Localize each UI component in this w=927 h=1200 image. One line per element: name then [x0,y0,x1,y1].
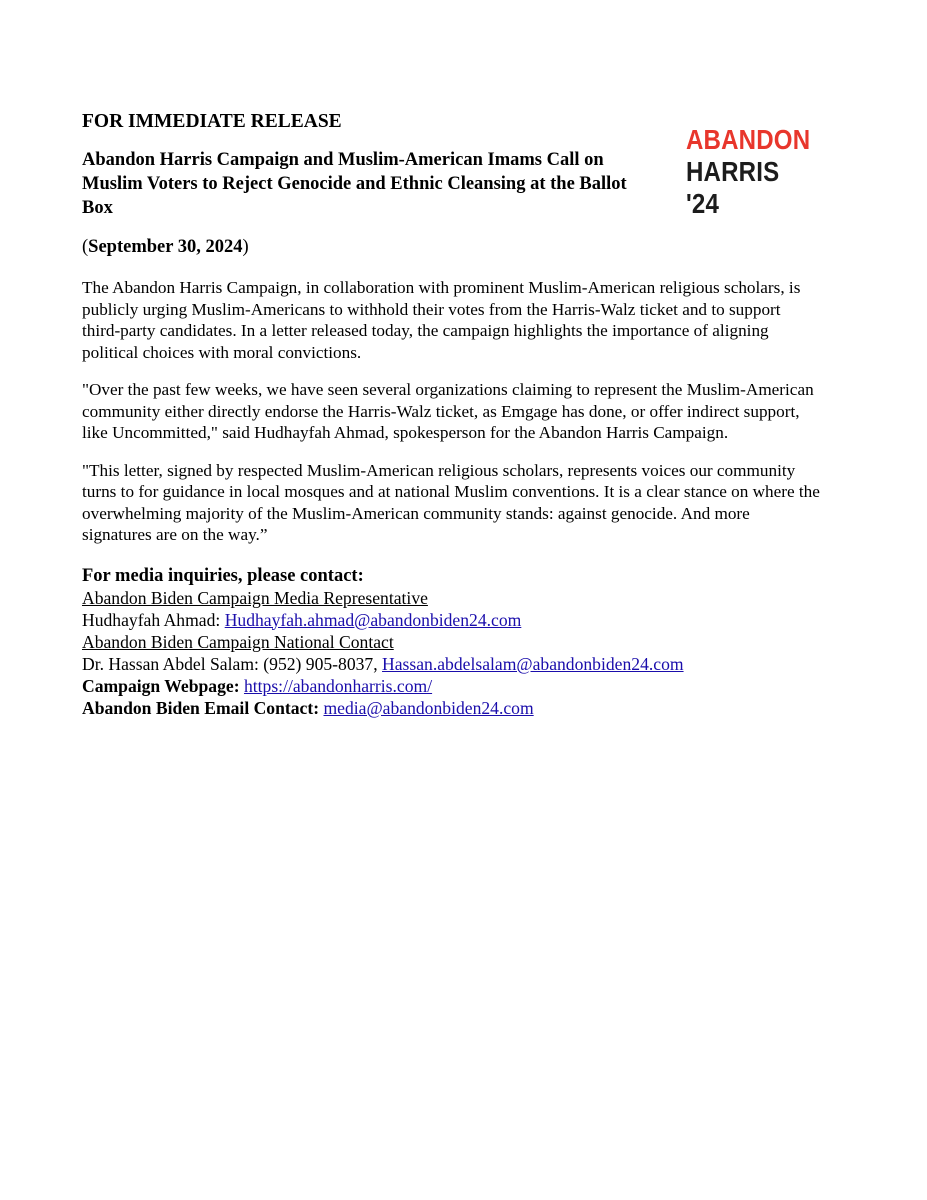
email-contact-link[interactable]: media@abandonbiden24.com [323,697,534,718]
media-contacts [82,565,822,719]
national-contact-title: Abandon Biden Campaign National Contact [82,631,394,652]
national-contact-line [82,653,822,675]
media-rep-line [82,609,822,631]
webpage-link[interactable]: https://abandonharris.com/ [243,675,433,696]
national-contact-name: Dr. Hassan Abdel Salam: (952) 905-8037, [82,653,383,674]
paragraph-quote-1: "Over the past few weeks, we have seen several organizations claiming to represent the Muslim-American community either directly endorse the Harris-Walz ticket, as Emgage has done, or offer indirect support, like Uncommitted," said Hudhayfah Ahmad, spokesperson for the Abandon Harris Campaign. [82,380,814,442]
date-text: September 30, 2024 [88,237,243,257]
webpage-line [82,675,822,697]
release-label: FOR IMMEDIATE RELEASE [82,111,342,132]
media-rep-title: Abandon Biden Campaign Media Representative [82,587,428,608]
email-contact-label: Abandon Biden Email Contact: [82,697,320,718]
national-contact-email-link[interactable]: Hassan.abdelsalam@abandonbiden24.com [382,653,684,674]
media-rep-name: Hudhayfah Ahmad: [82,609,225,630]
paragraph-intro: The Abandon Harris Campaign, in collaboration with prominent Muslim-American religious scholars, is publicly urging Muslim-Americans to withhold their votes from the Harris-Walz ticket and to support third-party candidates. In a letter released today, the campaign highlights the importance of aligning political choices with moral convictions. [82,278,801,362]
media-rep-email-link[interactable]: Hudhayfah.ahmad@abandonbiden24.com [224,609,522,630]
logo-line-2: HARRIS '24 [686,156,780,219]
webpage-label: Campaign Webpage: [82,675,240,696]
release-date [82,235,822,259]
date-close-paren: ) [242,237,249,257]
contacts-lead: For media inquiries, please contact: [82,565,364,586]
paragraph-quote-2: "This letter, signed by respected Muslim-American religious scholars, represents voices our community turns to for guidance in local mosques and at national Muslim conventions. It is a clear stance on where the overwhelming majority of the Muslim-American community stands: against genocide. And more signatures are on the way.” [82,460,820,544]
date-open-paren: ( [82,237,89,257]
release-content [82,110,822,719]
logo-line-1: ABANDON [686,124,811,155]
headline: Abandon Harris Campaign and Muslim-American Imams Call on Muslim Voters to Reject Genocide and Ethnic Cleansing at the Ballot Box [82,150,627,218]
email-contact-line [82,697,822,719]
